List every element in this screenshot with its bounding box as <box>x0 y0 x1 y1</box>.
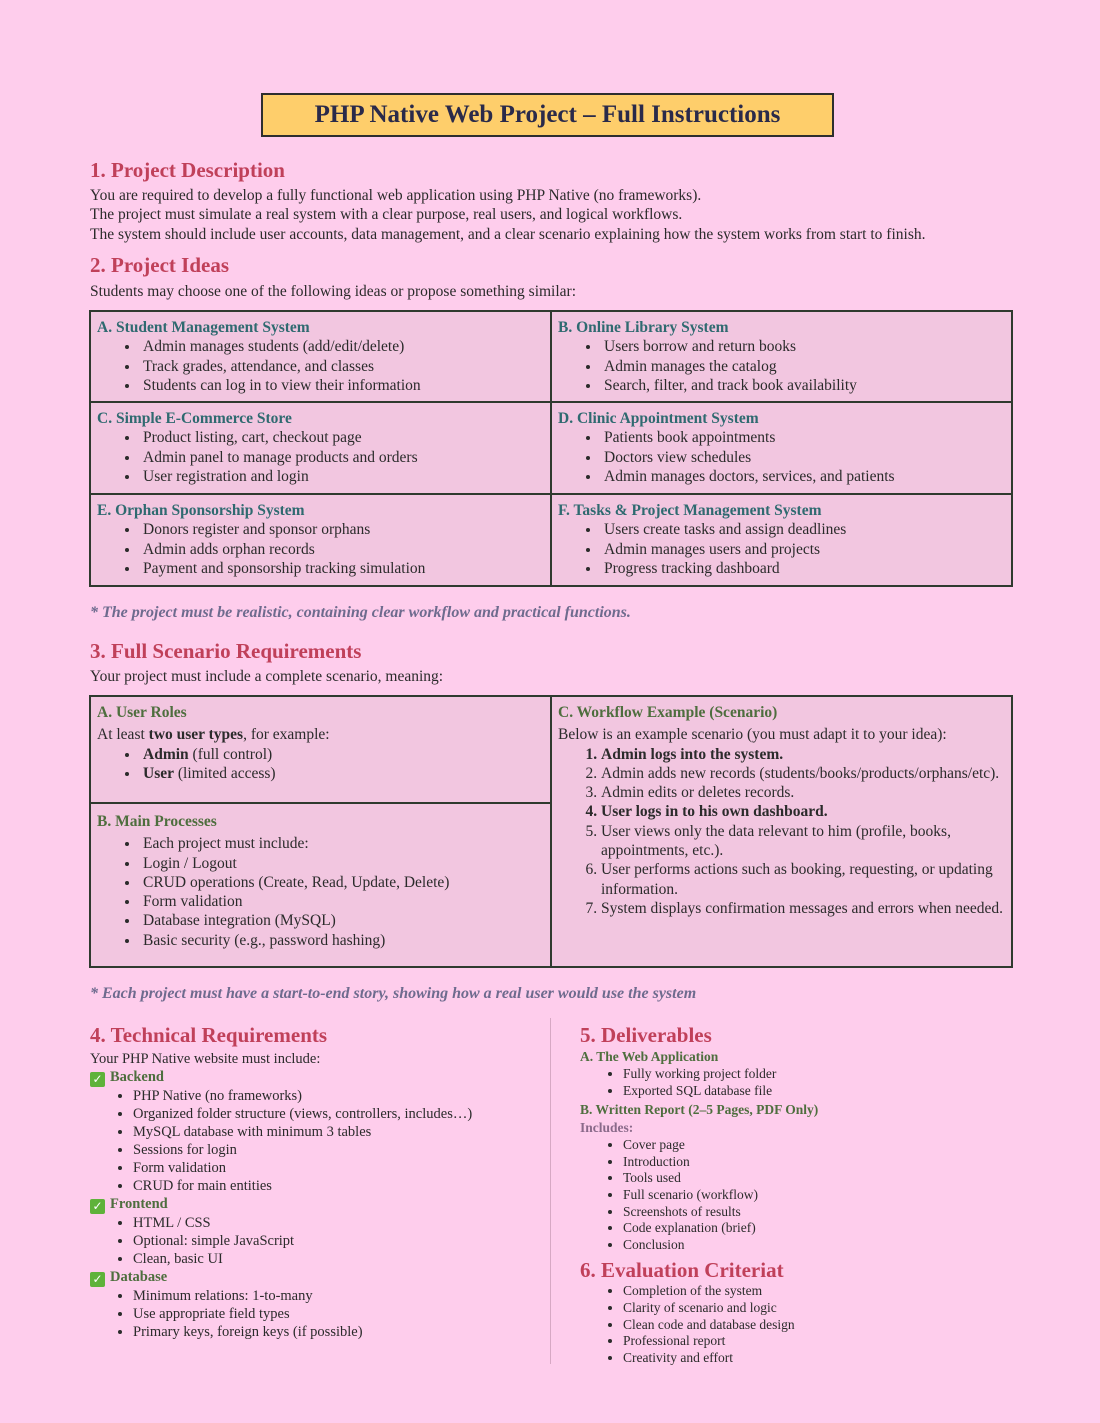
list-item: • Full scenario (workflow) <box>623 1187 1010 1204</box>
list-item: • Admin manages students (add/edit/delete) <box>140 337 544 356</box>
idea-cell <box>90 311 551 402</box>
list-item: • Progress tracking dashboard <box>601 559 1005 578</box>
main-processes-title: B. Main Processes <box>97 813 217 830</box>
list-item: • Form validation <box>140 892 544 911</box>
idea-cell <box>551 402 1012 494</box>
section-2-note: * The project must be realistic, containing clear workflow and practical functions. <box>90 604 631 621</box>
list-item: • Conclusion <box>623 1237 1010 1254</box>
list-item: • Minimum relations: 1-to-many <box>133 1287 530 1305</box>
idea-title: C. Simple E-Commerce Store <box>97 410 292 427</box>
section-5-heading: 5. Deliverables <box>580 1023 712 1047</box>
list-item: • Admin adds orphan records <box>140 540 544 559</box>
list-item: • Database integration (MySQL) <box>140 911 544 930</box>
list-item: • Optional: simple JavaScript <box>133 1232 530 1250</box>
workflow-step: 7. System displays confirmation messages and errors when needed. <box>601 899 1005 918</box>
ideas-table <box>89 310 1013 587</box>
workflow-step: 4. User logs in to his own dashboard. <box>601 802 1005 821</box>
list-item: • Primary keys, foreign keys (if possible) <box>133 1323 530 1341</box>
list-item: • Each project must include: <box>140 834 544 853</box>
check-icon: ✓ <box>90 1272 105 1287</box>
idea-title: E. Orphan Sponsorship System <box>97 502 305 519</box>
list-item: • Admin manages doctors, services, and patients <box>601 467 1005 486</box>
section-1-heading: 1. Project Description <box>90 158 285 182</box>
list-item: • User (limited access) <box>140 764 544 783</box>
list-item: • MySQL database with minimum 3 tables <box>133 1123 530 1141</box>
workflow-cell <box>551 696 1012 967</box>
workflow-step: 3. Admin edits or deletes records. <box>601 783 1005 802</box>
section-1-body <box>90 186 1020 244</box>
list-item: • Search, filter, and track book availability <box>601 376 1005 395</box>
list-item: • Use appropriate field types <box>133 1305 530 1323</box>
check-icon: ✓ <box>90 1072 105 1087</box>
workflow-step: 6. User performs actions such as booking, requesting, or updating information. <box>601 860 1005 899</box>
frontend-heading: ✓ Frontend <box>90 1195 530 1214</box>
workflow-steps <box>558 745 1005 919</box>
list-item: • Login / Logout <box>140 854 544 873</box>
section-3-note: * Each project must have a start-to-end story, showing how a real user would use the system <box>90 985 697 1002</box>
idea-cell <box>551 311 1012 402</box>
list-item: • HTML / CSS <box>133 1214 530 1232</box>
check-icon: ✓ <box>90 1199 105 1214</box>
list-item: • Students can log in to view their information <box>140 376 544 395</box>
desc-line: The system should include user accounts, data management, and a clear scenario explaining how the system works from start to finish. <box>90 225 926 243</box>
list-item: • Cover page <box>623 1137 1010 1154</box>
list-item: • Product listing, cart, checkout page <box>140 428 544 447</box>
backend-heading: ✓ Backend <box>90 1068 530 1087</box>
idea-title: B. Online Library System <box>558 319 729 336</box>
deliverables-and-evaluation <box>580 1022 1010 1366</box>
user-roles-intro: At least two user types, for example: <box>97 726 330 744</box>
idea-title: D. Clinic Appointment System <box>558 410 759 427</box>
list-item: • Users create tasks and assign deadlines <box>601 520 1005 539</box>
section-3-intro: Your project must include a complete scenario, meaning: <box>90 668 444 685</box>
list-item: • Clean code and database design <box>623 1317 1010 1334</box>
list-item: • Screenshots of results <box>623 1204 1010 1221</box>
section-2-intro: Students may choose one of the following ideas or propose something similar: <box>90 283 577 300</box>
idea-title: A. Student Management System <box>97 319 310 336</box>
list-item: • Organized folder structure (views, controllers, includes…) <box>133 1105 530 1123</box>
list-item: • Creativity and effort <box>623 1350 1010 1367</box>
list-item: • Clean, basic UI <box>133 1250 530 1268</box>
section-3-heading: 3. Full Scenario Requirements <box>90 639 362 663</box>
list-item: • Professional report <box>623 1333 1010 1350</box>
list-item: • Completion of the system <box>623 1283 1010 1300</box>
list-item: • Sessions for login <box>133 1141 530 1159</box>
desc-line: The project must simulate a real system with a clear purpose, real users, and logical workflows. <box>90 206 683 224</box>
list-item: • Payment and sponsorship tracking simulation <box>140 559 544 578</box>
section-2-heading: 2. Project Ideas <box>90 253 229 277</box>
section-4-intro: Your PHP Native website must include: <box>90 1051 321 1067</box>
report-includes: Includes: <box>580 1120 634 1136</box>
idea-cell <box>551 494 1012 586</box>
list-item: • User registration and login <box>140 467 544 486</box>
list-item: • Patients book appointments <box>601 428 1005 447</box>
idea-cell <box>90 494 551 586</box>
list-item: • Admin (full control) <box>140 745 544 764</box>
user-roles-cell <box>90 696 551 803</box>
list-item: • CRUD for main entities <box>133 1177 530 1195</box>
list-item: • Introduction <box>623 1154 1010 1171</box>
scenario-table <box>89 695 1013 968</box>
list-item: • Clarity of scenario and logic <box>623 1300 1010 1317</box>
document-title: PHP Native Web Project – Full Instructions <box>261 93 834 137</box>
list-item: • Donors register and sponsor orphans <box>140 520 544 539</box>
list-item: • CRUD operations (Create, Read, Update, Delete) <box>140 873 544 892</box>
idea-title: F. Tasks & Project Management System <box>558 502 822 519</box>
database-heading: ✓ Database <box>90 1268 530 1287</box>
section-6-heading: 6. Evaluation Criteriat <box>580 1258 784 1283</box>
list-item: • Fully working project folder <box>623 1066 1010 1083</box>
workflow-intro: Below is an example scenario (you must adapt it to your idea): <box>558 726 947 744</box>
column-divider <box>550 1018 551 1364</box>
web-app-heading: A. The Web Application <box>580 1049 719 1064</box>
report-heading: B. Written Report (2–5 Pages, PDF Only) <box>580 1102 819 1118</box>
list-item: • Code explanation (brief) <box>623 1220 1010 1237</box>
workflow-step: 5. User views only the data relevant to him (profile, books, appointments, etc.). <box>601 822 1005 861</box>
desc-line: You are required to develop a fully functional web application using PHP Native (no frameworks). <box>90 187 702 204</box>
main-processes-cell <box>90 803 551 967</box>
list-item: • Admin manages the catalog <box>601 357 1005 376</box>
list-item: • Exported SQL database file <box>623 1083 1010 1100</box>
list-item: • Admin panel to manage products and orders <box>140 448 544 467</box>
section-4-heading: 4. Technical Requirements <box>90 1023 328 1047</box>
list-item: • Track grades, attendance, and classes <box>140 357 544 376</box>
list-item: • Basic security (e.g., password hashing) <box>140 931 544 950</box>
list-item: • Form validation <box>133 1159 530 1177</box>
list-item: • Users borrow and return books <box>601 337 1005 356</box>
list-item: • Tools used <box>623 1170 1010 1187</box>
workflow-step: 1. Admin logs into the system. <box>601 745 1005 764</box>
list-item: • Doctors view schedules <box>601 448 1005 467</box>
workflow-title: C. Workflow Example (Scenario) <box>558 704 778 721</box>
idea-cell <box>90 402 551 494</box>
workflow-step: 2. Admin adds new records (students/books/products/orphans/etc). <box>601 764 1005 783</box>
user-roles-title: A. User Roles <box>97 704 187 721</box>
list-item: • PHP Native (no frameworks) <box>133 1087 530 1105</box>
list-item: • Admin manages users and projects <box>601 540 1005 559</box>
technical-requirements <box>90 1022 530 1341</box>
